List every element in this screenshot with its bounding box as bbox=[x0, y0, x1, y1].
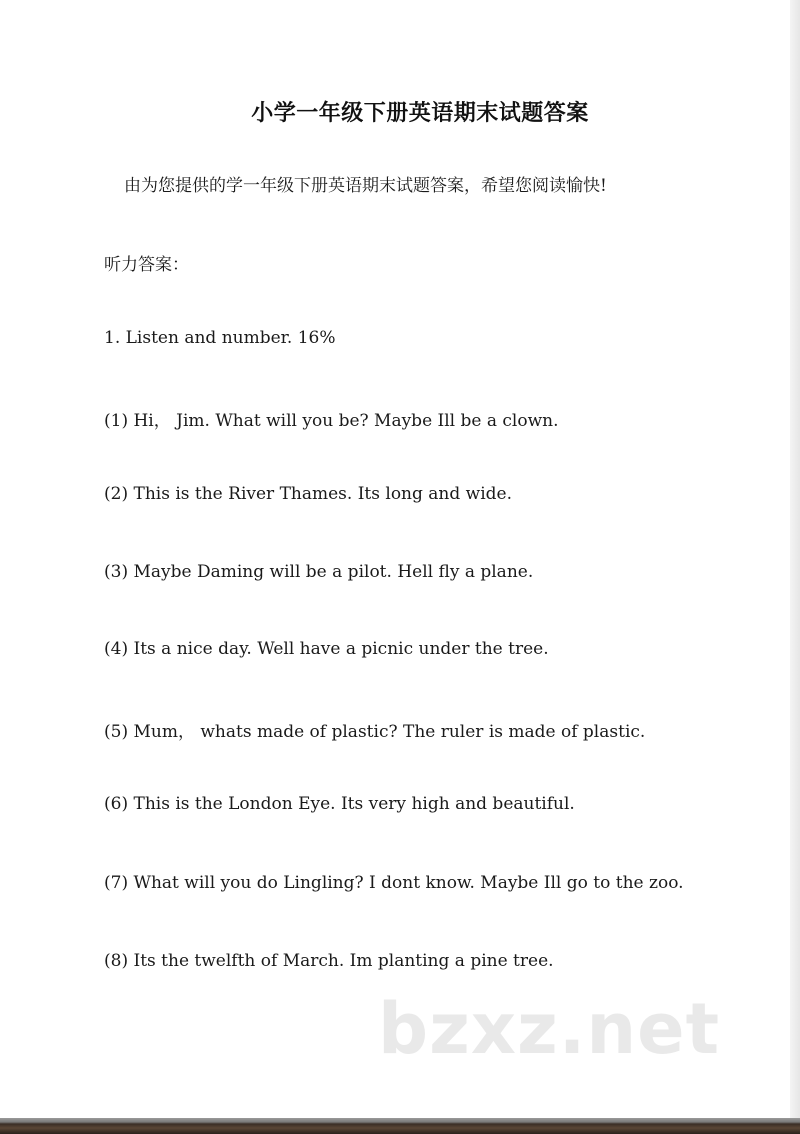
answer-line-2: (2) This is the River Thames. Its long and wide. bbox=[104, 484, 512, 504]
viewer-bottom-bar bbox=[0, 1118, 800, 1134]
answer-line-4: (4) Its a nice day. Well have a picnic under the tree. bbox=[104, 639, 549, 659]
answer-line-1: (1) Hi， Jim. What will you be? Maybe Ill be a clown. bbox=[104, 411, 559, 431]
answer-line-5: (5) Mum， whats made of plastic? The ruler is made of plastic. bbox=[104, 722, 646, 742]
answer-line-3: (3) Maybe Daming will be a pilot. Hell fly a plane. bbox=[104, 562, 534, 582]
answer-line-7: (7) What will you do Lingling? I dont know. Maybe Ill go to the zoo. bbox=[104, 873, 684, 893]
document-title: 小学一年级下册英语期末试题答案 bbox=[251, 101, 589, 126]
section-heading: 听力答案： bbox=[104, 255, 189, 275]
watermark: bzxz.net bbox=[378, 988, 721, 1070]
question-heading: 1. Listen and number. 16% bbox=[104, 328, 336, 348]
page-edge-shadow bbox=[790, 0, 800, 1120]
answer-line-6: (6) This is the London Eye. Its very high and beautiful. bbox=[104, 794, 575, 814]
answer-line-8: (8) Its the twelfth of March. Im planting a pine tree. bbox=[104, 951, 554, 971]
intro-paragraph: 由为您提供的学一年级下册英语期末试题答案，希望您阅读愉快! bbox=[124, 176, 607, 196]
